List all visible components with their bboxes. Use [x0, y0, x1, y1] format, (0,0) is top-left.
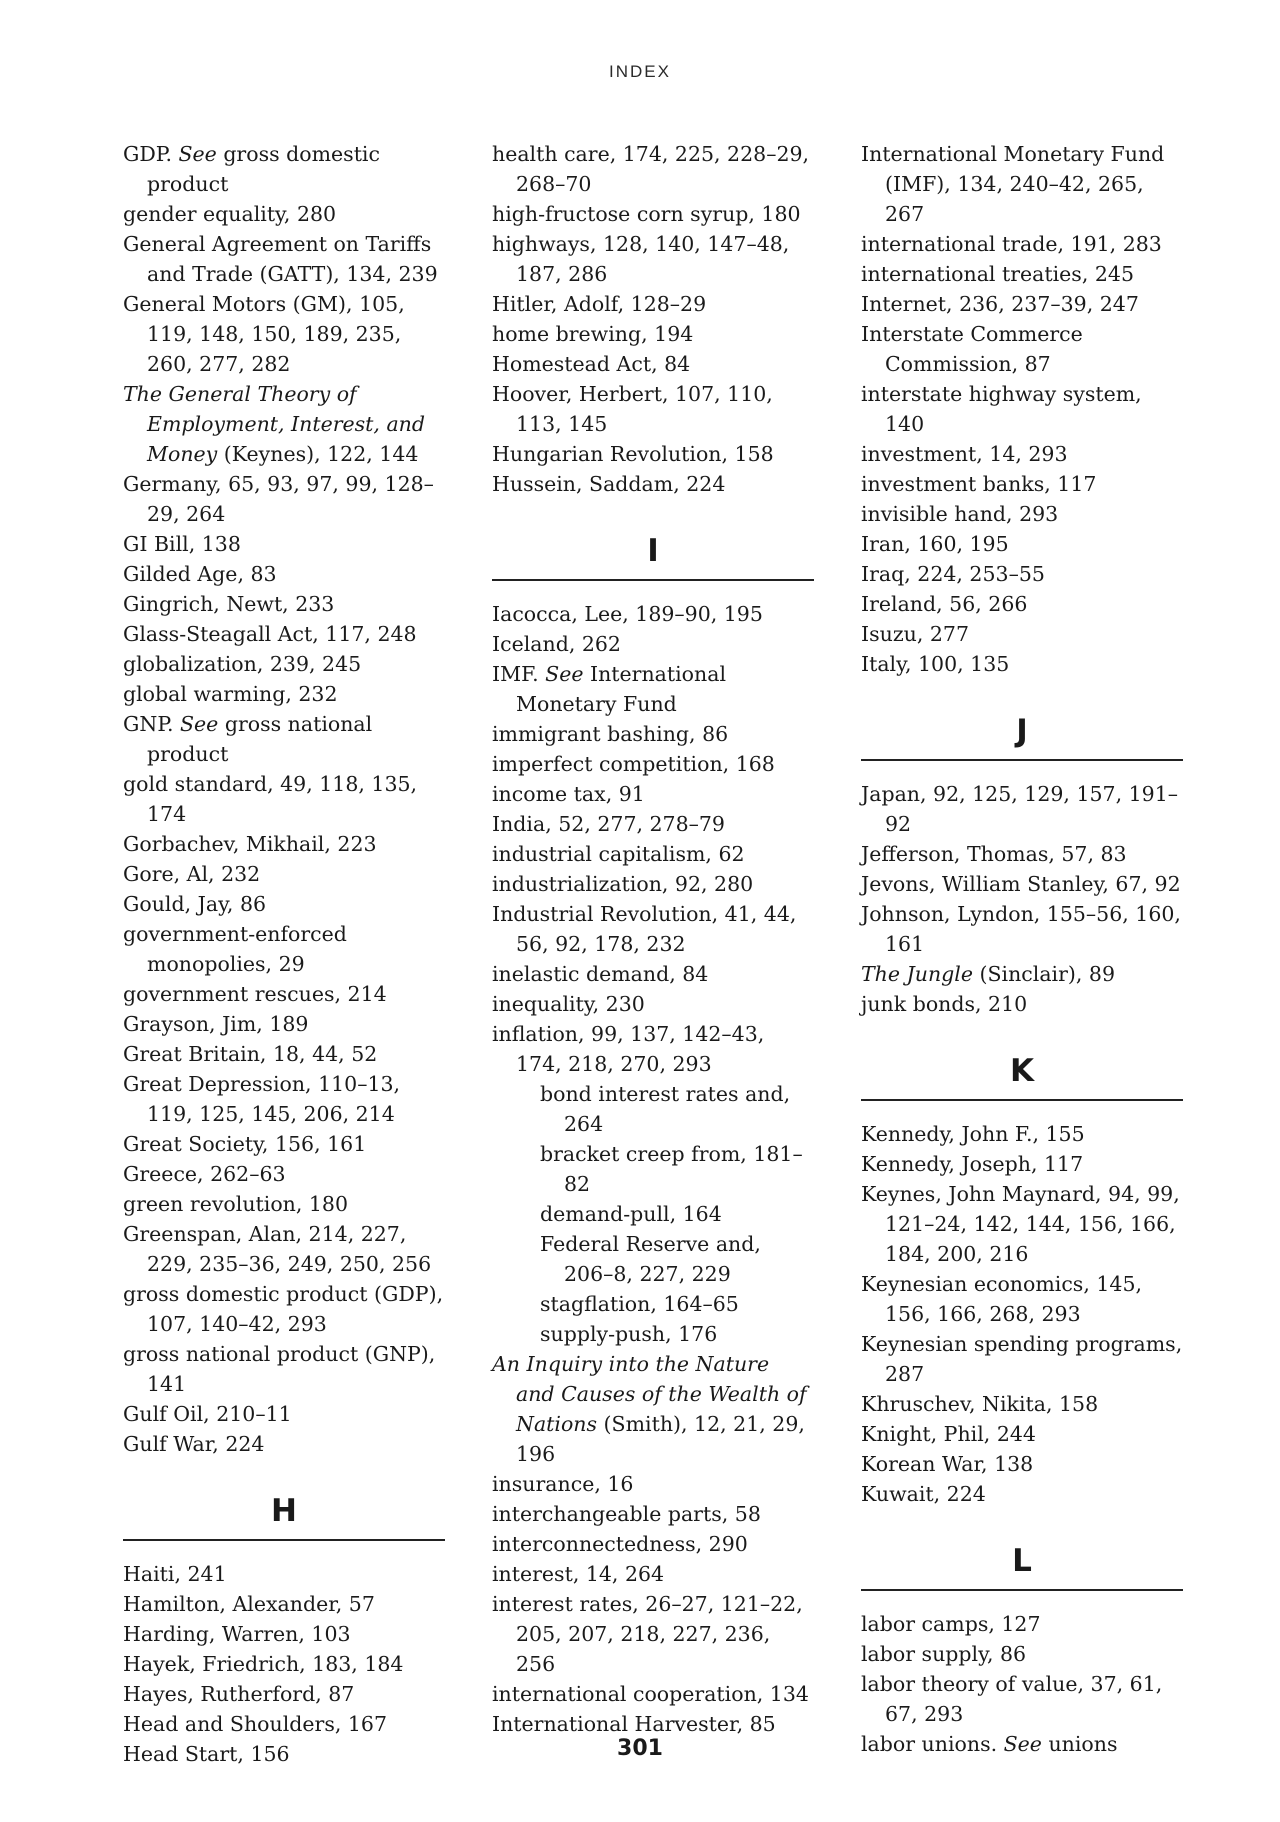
index-entry: green revolution, 180 [123, 1192, 349, 1216]
index-entry: globalization, 239, 245 [123, 652, 362, 676]
index-entry: Grayson, Jim, 189 [123, 1012, 309, 1036]
index-entry: Hungarian Revolution, 158 [492, 442, 774, 466]
index-entry: labor unions. See unions [861, 1732, 1118, 1756]
index-entry: government rescues, 214 [123, 982, 387, 1006]
index-entry: Isuzu, 277 [861, 622, 969, 646]
index-entry: Hitler, Adolf, 128–29 [492, 292, 707, 316]
index-entry: inequality, 230 [492, 992, 645, 1016]
index-entry: Italy, 100, 135 [861, 652, 1010, 676]
index-entry: Gingrich, Newt, 233 [123, 592, 335, 616]
index-entry: Great Britain, 18, 44, 52 [123, 1042, 378, 1066]
index-entry: imperfect competition, 168 [492, 752, 775, 776]
running-head: INDEX [609, 62, 671, 81]
index-entry: International Harvester, 85 [492, 1712, 776, 1736]
index-entry: Ireland, 56, 266 [861, 592, 1028, 616]
index-entry: Iran, 160, 195 [861, 532, 1009, 556]
index-entry: Head Start, 156 [123, 1742, 290, 1766]
index-entry: interest, 14, 264 [492, 1562, 665, 1586]
index-entry: Johnson, Lyndon, 155–56, 160, 161 [861, 902, 1181, 956]
index-entry: highways, 128, 140, 147–48, 187, 286 [492, 232, 790, 286]
index-column-2 [492, 139, 814, 1739]
index-entry: Greece, 262–63 [123, 1162, 286, 1186]
index-entry: invisible hand, 293 [861, 502, 1059, 526]
index-entry: gross national product (GNP), 141 [123, 1342, 436, 1396]
index-entry: Haiti, 241 [123, 1562, 227, 1586]
index-entry: Jefferson, Thomas, 57, 83 [861, 842, 1127, 866]
index-entry: Kuwait, 224 [861, 1482, 986, 1506]
page-number: 301 [617, 1736, 663, 1761]
index-entry: inflation, 99, 137, 142–43, 174, 218, 270, 293 [492, 1022, 765, 1076]
index-entry: Gould, Jay, 86 [123, 892, 267, 916]
index-entry: Korean War, 138 [861, 1452, 1034, 1476]
index-entry: high-fructose corn syrup, 180 [492, 202, 801, 226]
index-entry: labor theory of value, 37, 61, 67, 293 [861, 1672, 1163, 1726]
index-entry: Hussein, Saddam, 224 [492, 472, 726, 496]
index-entry: Japan, 92, 125, 129, 157, 191–92 [861, 782, 1178, 836]
index-entry: GDP. See gross domestic product [123, 142, 380, 196]
index-entry: gross domestic product (GDP), 107, 140–42, 293 [123, 1282, 444, 1336]
index-entry: Interstate Commerce Commission, 87 [861, 322, 1083, 376]
index-subentry: Federal Reserve and, 206–8, 227, 229 [540, 1232, 761, 1286]
index-entry: government-enforced monopolies, 29 [123, 922, 347, 976]
index-entry: interstate highway system, 140 [861, 382, 1142, 436]
index-entry: gold standard, 49, 118, 135, 174 [123, 772, 418, 826]
index-entry: Iceland, 262 [492, 632, 621, 656]
index-entry: Kennedy, John F., 155 [861, 1122, 1085, 1146]
index-entry: The Jungle (Sinclair), 89 [861, 962, 1116, 986]
index-subentry: bond interest rates and, 264 [540, 1082, 791, 1136]
index-entry: health care, 174, 225, 228–29, 268–70 [492, 142, 810, 196]
index-entry: Internet, 236, 237–39, 247 [861, 292, 1139, 316]
index-entry: IMF. See International Monetary Fund [492, 662, 726, 716]
index-entry: Gore, Al, 232 [123, 862, 261, 886]
index-entry: International Monetary Fund (IMF), 134, 240–42, 265, 267 [861, 142, 1165, 226]
index-subentry: demand-pull, 164 [540, 1202, 722, 1226]
index-entry: interconnectedness, 290 [492, 1532, 748, 1556]
index-entry: Jevons, William Stanley, 67, 92 [861, 872, 1181, 896]
index-entry: gender equality, 280 [123, 202, 337, 226]
index-entry: Hayek, Friedrich, 183, 184 [123, 1652, 404, 1676]
index-entry: GNP. See gross national product [123, 712, 373, 766]
index-entry: An Inquiry into the Nature and Causes of the Wealth of Nations (Smith), 12, 21, 29, 196 [492, 1352, 807, 1466]
index-entry: labor camps, 127 [861, 1612, 1041, 1636]
index-entry: labor supply, 86 [861, 1642, 1027, 1666]
index-entry: investment banks, 117 [861, 472, 1097, 496]
index-entry: Hoover, Herbert, 107, 110, 113, 145 [492, 382, 773, 436]
index-entry: Gulf Oil, 210–11 [123, 1402, 292, 1426]
index-entry: junk bonds, 210 [861, 992, 1028, 1016]
index-entry: Germany, 65, 93, 97, 99, 128–29, 264 [123, 472, 434, 526]
index-entry: industrialization, 92, 280 [492, 872, 754, 896]
index-entry: Knight, Phil, 244 [861, 1422, 1036, 1446]
section-letter-heading: J [861, 709, 1183, 761]
index-entry: Keynesian economics, 145, 156, 166, 268, 293 [861, 1272, 1143, 1326]
index-entry: The General Theory of Employment, Interest, and Money (Keynes), 122, 144 [123, 382, 425, 466]
section-letter-heading: K [861, 1049, 1183, 1101]
index-entry: international treaties, 245 [861, 262, 1134, 286]
index-entry: investment, 14, 293 [861, 442, 1068, 466]
index-entry: GI Bill, 138 [123, 532, 241, 556]
index-entry: income tax, 91 [492, 782, 645, 806]
index-entry: global warming, 232 [123, 682, 338, 706]
index-entry: General Motors (GM), 105, 119, 148, 150, 189, 235, 260, 277, 282 [123, 292, 405, 376]
index-entry: Head and Shoulders, 167 [123, 1712, 388, 1736]
index-entry: India, 52, 277, 278–79 [492, 812, 725, 836]
index-subentry: supply-push, 176 [540, 1322, 718, 1346]
index-entry: industrial capitalism, 62 [492, 842, 745, 866]
index-entry: Great Society, 156, 161 [123, 1132, 367, 1156]
index-subentry: stagflation, 164–65 [540, 1292, 739, 1316]
index-entry: Khruschev, Nikita, 158 [861, 1392, 1099, 1416]
index-column-3 [861, 139, 1183, 1759]
index-entry: Gilded Age, 83 [123, 562, 277, 586]
index-entry: home brewing, 194 [492, 322, 694, 346]
index-entry: Iraq, 224, 253–55 [861, 562, 1045, 586]
index-entry: Kennedy, Joseph, 117 [861, 1152, 1084, 1176]
index-entry: Glass-Steagall Act, 117, 248 [123, 622, 417, 646]
index-entry: Homestead Act, 84 [492, 352, 691, 376]
section-letter-heading: L [861, 1539, 1183, 1591]
index-subentry: bracket creep from, 181–82 [540, 1142, 803, 1196]
index-entry: insurance, 16 [492, 1472, 634, 1496]
index-entry: Iacocca, Lee, 189–90, 195 [492, 602, 763, 626]
index-entry: Hamilton, Alexander, 57 [123, 1592, 375, 1616]
index-entry: General Agreement on Tariffs and Trade (GATT), 134, 239 [123, 232, 438, 286]
index-entry: Keynesian spending programs, 287 [861, 1332, 1183, 1386]
index-entry: Gulf War, 224 [123, 1432, 265, 1456]
index-entry: Greenspan, Alan, 214, 227, 229, 235–36, 249, 250, 256 [123, 1222, 432, 1276]
index-entry: Great Depression, 110–13, 119, 125, 145, 206, 214 [123, 1072, 401, 1126]
index-entry: Gorbachev, Mikhail, 223 [123, 832, 377, 856]
index-entry: immigrant bashing, 86 [492, 722, 729, 746]
index-entry: international trade, 191, 283 [861, 232, 1162, 256]
index-entry: Industrial Revolution, 41, 44, 56, 92, 178, 232 [492, 902, 797, 956]
section-letter-heading: H [123, 1489, 445, 1541]
index-entry: interest rates, 26–27, 121–22, 205, 207, 218, 227, 236, 256 [492, 1592, 803, 1676]
index-entry: international cooperation, 134 [492, 1682, 809, 1706]
index-column-1 [123, 139, 445, 1769]
section-letter-heading: I [492, 529, 814, 581]
index-entry: inelastic demand, 84 [492, 962, 709, 986]
index-entry: Harding, Warren, 103 [123, 1622, 351, 1646]
index-entry: Hayes, Rutherford, 87 [123, 1682, 355, 1706]
index-entry: Keynes, John Maynard, 94, 99, 121–24, 142, 144, 156, 166, 184, 200, 216 [861, 1182, 1180, 1266]
index-entry: interchangeable parts, 58 [492, 1502, 761, 1526]
